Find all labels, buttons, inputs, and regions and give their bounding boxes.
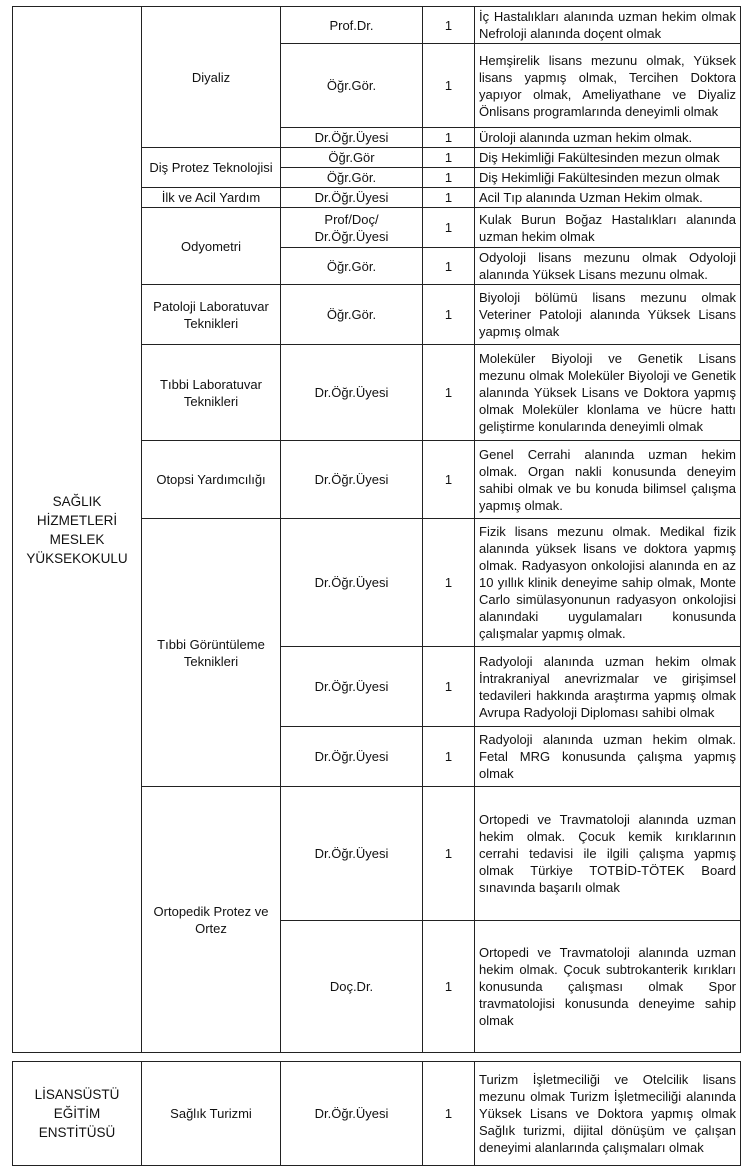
position-count-cell: 1: [423, 441, 475, 519]
position-title-cell: Doç.Dr.: [281, 921, 423, 1053]
position-title-cell: Dr.Öğr.Üyesi: [281, 128, 423, 148]
staff-requirements-table: [12, 6, 741, 1166]
position-count-cell: 1: [423, 787, 475, 921]
position-count-cell: 1: [423, 44, 475, 128]
position-title-cell: Dr.Öğr.Üyesi: [281, 345, 423, 441]
position-count-cell: 1: [423, 345, 475, 441]
position-count-cell: 1: [423, 188, 475, 208]
position-title-cell: Dr.Öğr.Üyesi: [281, 727, 423, 787]
program-name-cell: Patoloji Laboratuvar Teknikleri: [142, 285, 281, 345]
position-title-cell: Dr.Öğr.Üyesi: [281, 647, 423, 727]
position-requirement-cell: Diş Hekimliği Fakültesinden mezun olmak: [475, 168, 741, 188]
position-count-cell: 1: [423, 647, 475, 727]
program-name-cell: Tıbbi Görüntüleme Teknikleri: [142, 519, 281, 787]
position-title-cell: Dr.Öğr.Üyesi: [281, 519, 423, 647]
program-name-cell: Diyaliz: [142, 7, 281, 148]
position-requirement-cell: Moleküler Biyoloji ve Genetik Lisans mezunu olmak Moleküler Biyoloji ve Genetik alanında Yüksek Lisans ve Doktora yapmış olmak Moleküler klonlama ve hücre hattı geliştirme konularında deneyimli olmak: [475, 345, 741, 441]
position-title-cell: Öğr.Gör.: [281, 168, 423, 188]
position-title-cell: Prof/Doç/ Dr.Öğr.Üyesi: [281, 208, 423, 248]
unit-name-cell: LİSANSÜSTÜ EĞİTİM ENSTİTÜSÜ: [13, 1062, 142, 1166]
table-row: [13, 1062, 741, 1166]
program-name-cell: Sağlık Turizmi: [142, 1062, 281, 1166]
position-requirement-cell: Ortopedi ve Travmatoloji alanında uzman hekim olmak. Çocuk kemik kırıklarının cerrahi tedavisi ile ilgili çalışma yapmış olmak Türkiye TOTBİD-TÖTEK Board sınavında başarılı olmak: [475, 787, 741, 921]
position-requirement-cell: İç Hastalıkları alanında uzman hekim olmak Nefroloji alanında doçent olmak: [475, 7, 741, 44]
position-title-cell: Öğr.Gör.: [281, 44, 423, 128]
position-requirement-cell: Ortopedi ve Travmatoloji alanında uzman hekim olmak. Çocuk subtrokanterik kırıkları konusunda çalışması olmak Spor travmatolojisi konusunda deneyime sahip olmak: [475, 921, 741, 1053]
position-requirement-cell: Kulak Burun Boğaz Hastalıkları alanında uzman hekim olmak: [475, 208, 741, 248]
position-requirement-cell: Acil Tıp alanında Uzman Hekim olmak.: [475, 188, 741, 208]
spacer-cell: [13, 1053, 741, 1062]
section-spacer: [13, 1053, 741, 1062]
position-count-cell: 1: [423, 7, 475, 44]
position-requirement-cell: Odyoloji lisans mezunu olmak Odyoloji alanında Yüksek Lisans mezunu olmak.: [475, 248, 741, 285]
position-requirement-cell: Hemşirelik lisans mezunu olmak, Yüksek lisans yapmış olmak, Tercihen Doktora yapıyor olmak, Ameliyathane ve Diyaliz Önlisans programlarında deneyimli olmak: [475, 44, 741, 128]
position-title-cell: Prof.Dr.: [281, 7, 423, 44]
table-row: [13, 7, 741, 44]
position-title-cell: Dr.Öğr.Üyesi: [281, 441, 423, 519]
position-title-cell: Dr.Öğr.Üyesi: [281, 1062, 423, 1166]
position-requirement-cell: Biyoloji bölümü lisans mezunu olmak Veteriner Patoloji alanında Yüksek Lisans yapmış olmak: [475, 285, 741, 345]
position-title-cell: Dr.Öğr.Üyesi: [281, 787, 423, 921]
program-name-cell: Ortopedik Protez ve Ortez: [142, 787, 281, 1053]
position-count-cell: 1: [423, 519, 475, 647]
program-name-cell: Diş Protez Teknolojisi: [142, 148, 281, 188]
position-title-cell: Öğr.Gör.: [281, 285, 423, 345]
program-name-cell: İlk ve Acil Yardım: [142, 188, 281, 208]
position-count-cell: 1: [423, 248, 475, 285]
position-count-cell: 1: [423, 148, 475, 168]
position-requirement-cell: Fizik lisans mezunu olmak. Medikal fizik alanında yüksek lisans ve doktora yapmış olmak. Radyasyon onkolojisi alanında en az 10 yıllık klinik deneyime sahip olmak, Monte Carlo simülasyonunun radyasyon onkolojisi alanındaki uygulamaları konusunda çalışmalar yapmış olmak.: [475, 519, 741, 647]
program-name-cell: Odyometri: [142, 208, 281, 285]
position-requirement-cell: Radyoloji alanında uzman hekim olmak İntrakraniyal anevrizmalar ve girişimsel tedavileri hakkında araştırma yapmış olmak Avrupa Radyoloji Diploması sahibi olmak: [475, 647, 741, 727]
position-count-cell: 1: [423, 128, 475, 148]
position-title-cell: Öğr.Gör: [281, 148, 423, 168]
table-body: [13, 7, 741, 1166]
position-count-cell: 1: [423, 727, 475, 787]
position-requirement-cell: Radyoloji alanında uzman hekim olmak. Fetal MRG konusunda çalışma yapmış olmak: [475, 727, 741, 787]
position-count-cell: 1: [423, 921, 475, 1053]
position-requirement-cell: Turizm İşletmeciliği ve Otelcilik lisans mezunu olmak Turizm İşletmeciliği alanında Yüksek Lisans ve Doktora yapmış olmak Sağlık turizmi, dijital dönüşüm ve çalışan deneyimi alanlarında çalışmaları olmak: [475, 1062, 741, 1166]
unit-name-cell: SAĞLIK HİZMETLERİ MESLEK YÜKSEKOKULU: [13, 7, 142, 1053]
position-count-cell: 1: [423, 1062, 475, 1166]
position-title-cell: Öğr.Gör.: [281, 248, 423, 285]
position-title-cell: Dr.Öğr.Üyesi: [281, 188, 423, 208]
position-count-cell: 1: [423, 168, 475, 188]
program-name-cell: Otopsi Yardımcılığı: [142, 441, 281, 519]
position-requirement-cell: Genel Cerrahi alanında uzman hekim olmak. Organ nakli konusunda deneyim sahibi olmak ve bu konuda bilimsel çalışma yapmış olmak.: [475, 441, 741, 519]
position-count-cell: 1: [423, 285, 475, 345]
position-count-cell: 1: [423, 208, 475, 248]
program-name-cell: Tıbbi Laboratuvar Teknikleri: [142, 345, 281, 441]
position-requirement-cell: Diş Hekimliği Fakültesinden mezun olmak: [475, 148, 741, 168]
position-requirement-cell: Üroloji alanında uzman hekim olmak.: [475, 128, 741, 148]
